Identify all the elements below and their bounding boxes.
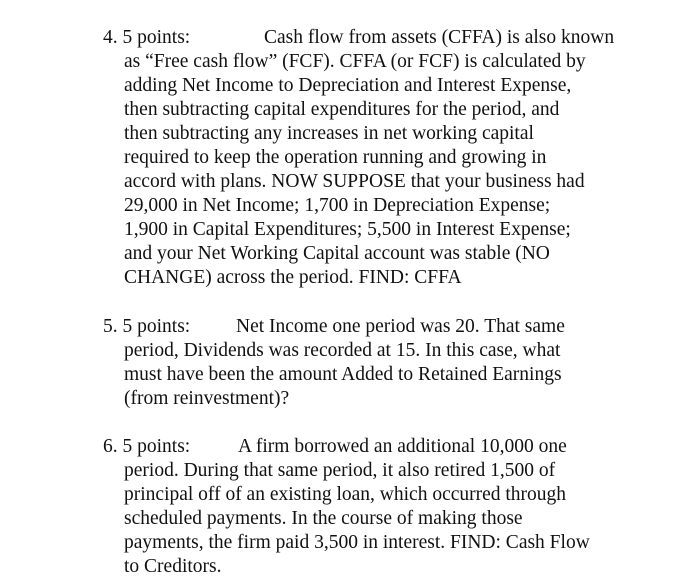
question-4-text-line: 1,900 in Capital Expenditures; 5,500 in Interest Expense; [124,219,571,240]
question-4-text-line: then subtracting capital expenditures for the period, and [124,99,560,120]
question-5-text-line: (from reinvestment)? [124,388,290,409]
question-4-text-line: as “Free cash flow” (FCF). CFFA (or FCF) is calculated by [124,51,586,72]
question-5-points: 5 points: [122,316,191,337]
question-6-text-line: payments, the firm paid 3,500 in interest. FIND: Cash Flow [124,532,590,553]
question-4-text-line: Cash flow from assets (CFFA) is also known [264,27,615,48]
question-4-text-line: 29,000 in Net Income; 1,700 in Depreciation Expense; [124,195,551,216]
question-6-line-1 [103,435,190,459]
question-4-line-1 [103,26,190,50]
question-4-text-line: required to keep the operation running and growing in [124,147,547,168]
question-4-text-line: accord with plans. NOW SUPPOSE that your business had [124,171,585,192]
question-5-text-line: must have been the amount Added to Retained Earnings [124,364,562,385]
question-5-text-line: Net Income one period was 20. That same [236,316,565,337]
question-6-points: 5 points: [122,436,191,457]
question-4-text-line: and your Net Working Capital account was stable (NO [124,243,550,264]
question-4-number: 4. [103,27,118,48]
question-6-text-line: A firm borrowed an additional 10,000 one [238,436,567,457]
question-4-text-line: adding Net Income to Depreciation and Interest Expense, [124,75,572,96]
question-4-points: 5 points: [122,27,191,48]
question-6-number: 6. [103,436,118,457]
question-4-text-line: then subtracting any increases in net working capital [124,123,534,144]
question-6-text-line: period. During that same period, it also retired 1,500 of [124,460,556,481]
question-5-line-1 [103,315,190,339]
question-6-text-line: principal off of an existing loan, which occurred through [124,484,567,505]
question-6-text-line: scheduled payments. In the course of making those [124,508,523,529]
question-6-text-line: to Creditors. [124,556,222,577]
question-5-text-line: period, Dividends was recorded at 15. In this case, what [124,340,561,361]
question-5-number: 5. [103,316,118,337]
question-4-text-line: CHANGE) across the period. FIND: CFFA [124,267,462,288]
